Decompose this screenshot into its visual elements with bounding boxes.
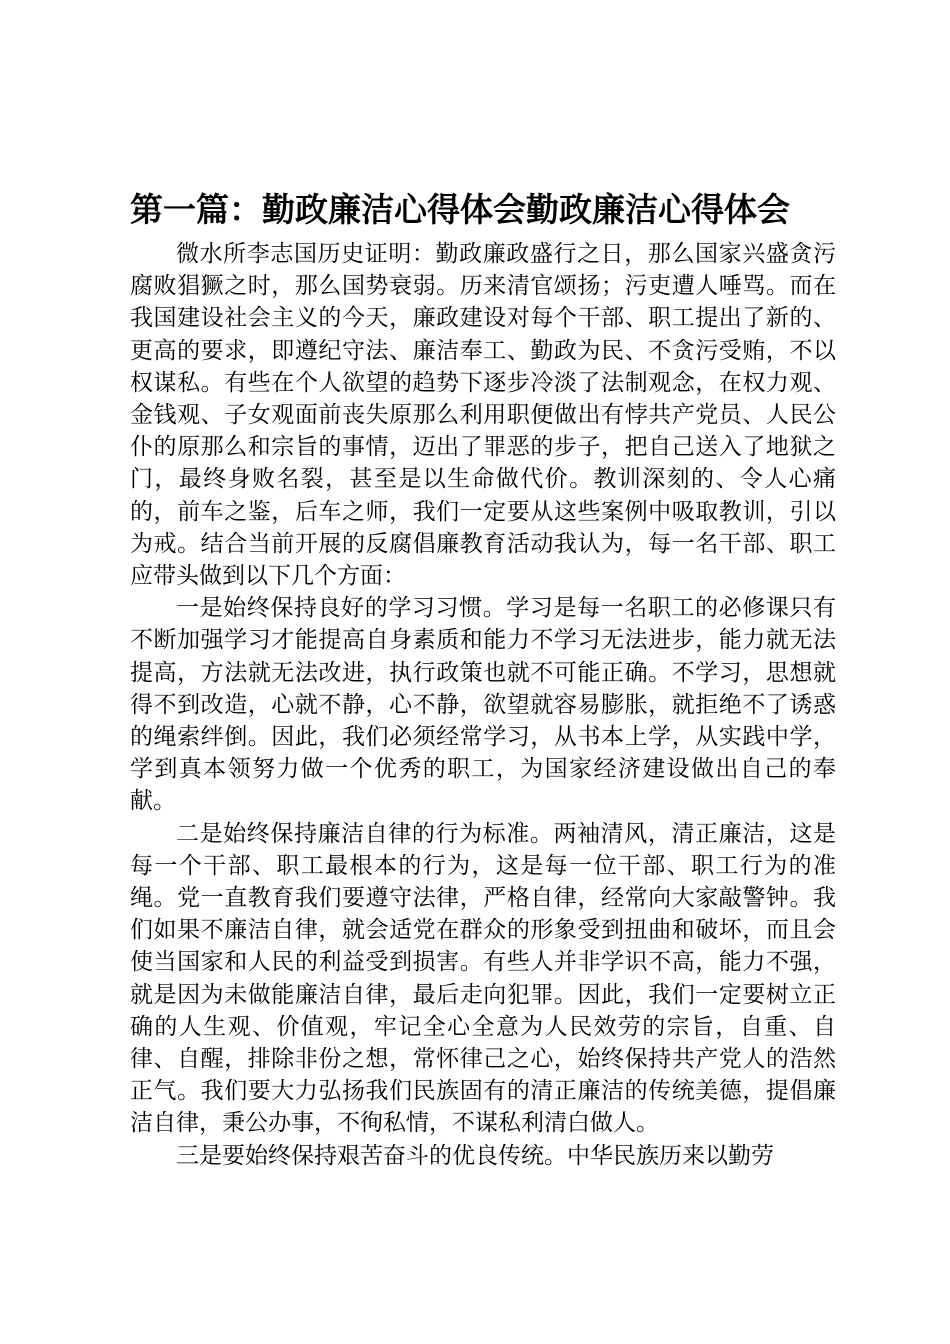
- paragraph-3: 二是始终保持廉洁自律的行为标准。两袖清风，清正廉洁，这是每一个干部、职工最根本的行为，这是每一位干部、职工行为的准绳。党一直教育我们要遵守法律，严格自律，经常向大家敲警钟。我们如果不廉洁自律，就会适党在群众的形象受到扭曲和破坏，而且会使当国家和人民的利益受到损害。有些人并非学识不高，能力不强，就是因为未做能廉洁自律，最后走向犯罪。因此，我们一定要树立正确的人生观、价值观，牢记全心全意为人民效劳的宗旨，自重、自律、自醒，排除非份之想，常怀律己之心，始终保持共产党人的浩然正气。我们要大力弘扬我们民族固有的清正廉洁的传统美德，提倡廉洁自律，秉公办事，不徇私情，不谋私利清白做人。: [130, 820, 836, 1137]
- paragraph-2: 一是始终保持良好的学习习惯。学习是每一名职工的必修课只有不断加强学习才能提高自身素质和能力不学习无法进步，能力就无法提高，方法就无法改进，执行政策也就不可能正确。不学习，思想就得不到改造，心就不静，心不静，欲望就容易膨胀，就拒绝不了诱惑的绳索绊倒。因此，我们必须经常学习，从书本上学，从实践中学，学到真本领努力做一个优秀的职工，为国家经济建设做出自己的奉献。: [130, 595, 836, 815]
- paragraph-1: 微水所李志国历史证明：勤政廉政盛行之日，那么国家兴盛贪污腐败猖獗之时，那么国势衰弱。历来清官颂扬；污吏遭人唾骂。而在我国建设社会主义的今天，廉政建设对每个干部、职工提出了新的、更高的要求，即遵纪守法、廉洁奉工、勤政为民、不贪污受贿，不以权谋私。有些在个人欲望的趋势下逐步冷淡了法制观念，在权力观、金钱观、子女观面前丧失原那么利用职便做出有悖共产党员、人民公仆的原那么和宗旨的事情，迈出了罪恶的步子，把自己送入了地狱之门，最终身败名裂，甚至是以生命做代价。教训深刻的、令人心痛的，前车之鉴，后车之师，我们一定要从这些案例中吸取教训，引以为戒。结合当前开展的反腐倡廉教育活动我认为，每一名干部、职工应带头做到以下几个方面：: [130, 241, 836, 590]
- document-body: [130, 238, 836, 1172]
- document-title: 第一篇：勤政廉洁心得体会勤政廉洁心得体会: [130, 190, 790, 229]
- paragraph-4: 三是要始终保持艰苦奋斗的优良传统。中华民族历来以勤劳: [176, 1142, 774, 1169]
